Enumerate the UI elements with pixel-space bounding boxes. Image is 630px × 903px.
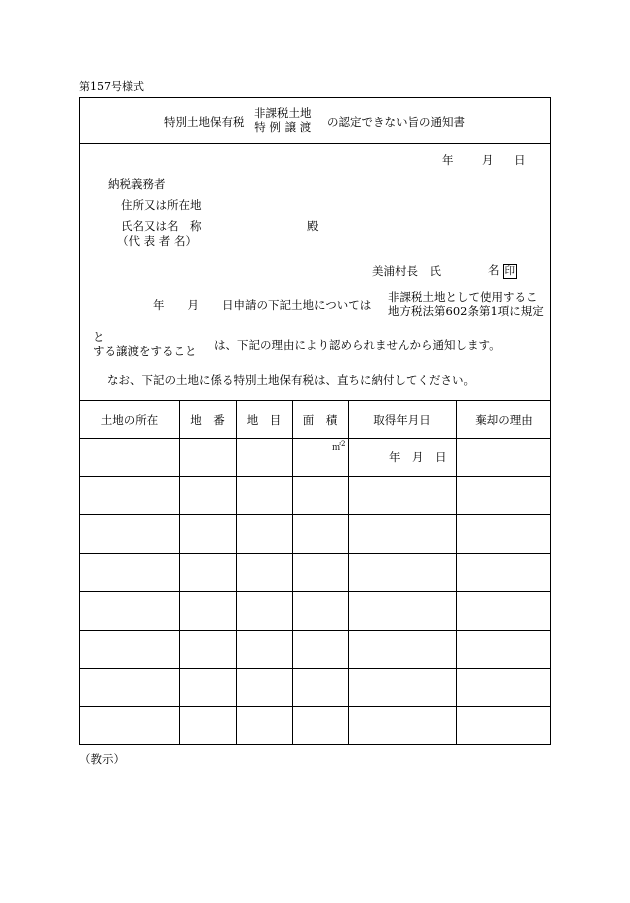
title-prefix: 特別土地保有税 — [164, 115, 245, 129]
taxpayer-heading: 納税義務者 — [108, 177, 166, 191]
footer-instruction: （教示） — [79, 752, 125, 766]
header-location: 土地の所在 — [100, 413, 159, 427]
body-continuation: は、下記の理由により認められませんから通知します。 — [214, 338, 501, 352]
table-row-border — [80, 706, 550, 707]
area-unit-symbol: ㎡ — [332, 443, 342, 453]
area-unit-sup: 2 — [341, 440, 346, 448]
issuer-name-row — [488, 263, 517, 279]
table-row-border — [80, 630, 550, 631]
table-row-border — [80, 553, 550, 554]
table-row-border — [80, 591, 550, 592]
area-unit — [332, 440, 345, 454]
column-divider — [292, 400, 293, 744]
issuer-title: 美浦村長 氏 — [372, 264, 441, 278]
header-lot-number: 地 番 — [190, 413, 225, 427]
title-option-top: 非課税土地 — [254, 106, 312, 120]
body-note: なお、下記の土地に係る特別土地保有税は、直ちに納付してください。 — [107, 373, 475, 387]
table-row-border — [80, 668, 550, 669]
body-left-top: と — [93, 330, 105, 344]
table-top-border — [80, 400, 550, 401]
name-label: 氏名又は名 称 — [121, 219, 202, 233]
column-divider — [348, 400, 349, 744]
acquisition-date-template: 年 月 日 — [389, 450, 447, 464]
notice-form — [79, 97, 551, 745]
date-day: 日 — [514, 153, 526, 167]
header-rejection-reason: 棄却の理由 — [475, 413, 533, 427]
title-option-bottom: 特 例 譲 渡 — [254, 120, 312, 135]
header-area: 面 積 — [302, 413, 338, 427]
address-label: 住所又は所在地 — [121, 198, 202, 212]
representative-label: （代 表 者 名） — [117, 234, 197, 248]
header-land-category: 地 目 — [246, 413, 282, 427]
table-header-border — [80, 438, 550, 439]
body-option-top: 非課税土地として使用するこ — [388, 290, 538, 304]
issuer-name-label: 名 — [488, 263, 500, 277]
column-divider — [179, 400, 180, 744]
body-date-part: 年 月 日申請の下記土地については — [153, 298, 372, 312]
honorific: 殿 — [307, 219, 319, 233]
title-divider — [80, 143, 550, 144]
body-option-bottom: 地方税法第602条第1項に規定 — [388, 304, 544, 319]
title-suffix: の認定できない旨の通知書 — [327, 115, 465, 129]
date-year: 年 — [442, 153, 454, 167]
table-row-border — [80, 476, 550, 477]
form-number: 第157号様式 — [79, 80, 144, 93]
title-options — [254, 106, 312, 135]
column-divider — [236, 400, 237, 744]
body-options — [388, 290, 544, 319]
body-left-bottom: する譲渡をすること — [93, 344, 197, 359]
date-month: 月 — [482, 153, 494, 167]
table-row-border — [80, 514, 550, 515]
column-divider — [456, 400, 457, 744]
body-left-stack — [93, 330, 197, 359]
seal-mark: 印 — [504, 265, 515, 277]
header-acquisition-date: 取得年月日 — [373, 413, 431, 427]
